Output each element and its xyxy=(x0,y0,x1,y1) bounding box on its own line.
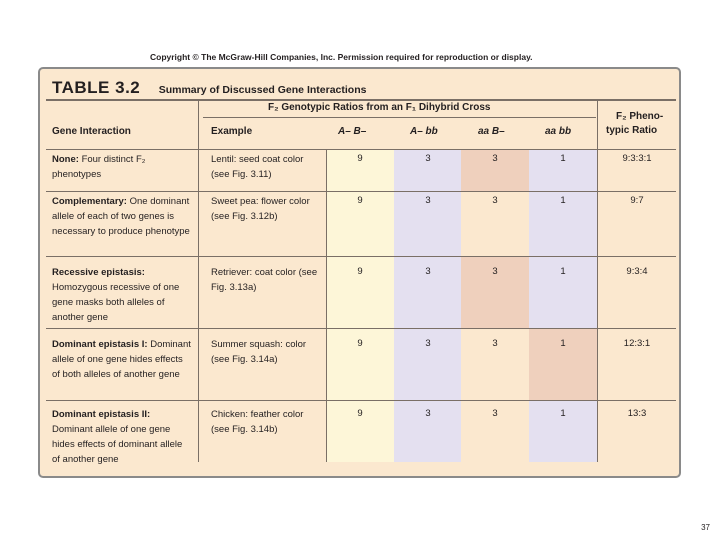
header-abb: A– bb xyxy=(410,126,438,137)
row-3-aabb: 1 xyxy=(560,266,566,277)
row-4-interaction: Dominant epistasis I: Dominant allele of one gene hides effects of both alleles of another gene xyxy=(52,339,191,380)
header-aabb: aa bb xyxy=(545,126,572,137)
copyright-notice: Copyright © The McGraw-Hill Companies, Inc. Permission required for reproduction or display. xyxy=(150,52,533,62)
row-1-ratio: 9:3:3:1 xyxy=(622,153,652,164)
row-3-example: Retriever: coat color (see Fig. 3.13a) xyxy=(211,267,318,293)
row-1-example: Lentil: seed coat color (see Fig. 3.11) xyxy=(211,154,304,180)
table-number: TABLE 3.2 xyxy=(52,78,141,97)
rule-col2 xyxy=(326,150,327,462)
row-5-example: Chicken: feather color (see Fig. 3.14b) xyxy=(211,409,304,435)
table-panel xyxy=(38,67,681,478)
row-2-ab: 9 xyxy=(357,195,363,206)
rule-row4 xyxy=(46,400,676,401)
row-3-ratio: 9:3:4 xyxy=(626,266,648,277)
row-5-ab: 9 xyxy=(357,408,363,419)
row-2-aabb: 1 xyxy=(560,195,566,206)
row-3-aab: 3 xyxy=(492,266,498,277)
row-4-aabb: 1 xyxy=(560,338,566,349)
page-number: 37 xyxy=(701,523,710,532)
row-5-interaction: Dominant epistasis II: Dominant allele of one gene hides effects of dominant allele of another gene xyxy=(52,409,183,465)
row-2-aab: 3 xyxy=(492,195,498,206)
rule-header xyxy=(46,149,676,150)
row-2-ratio: 9:7 xyxy=(630,195,644,206)
row-1-interaction: None: Four distinct F₂ phenotypes xyxy=(52,154,146,180)
rule-top xyxy=(46,99,676,101)
header-example: Example xyxy=(211,126,253,137)
row-5-abb: 3 xyxy=(425,408,431,419)
header-pheno-2: typic Ratio xyxy=(606,125,658,136)
row-1-aab: 3 xyxy=(492,153,498,164)
row-1-abb: 3 xyxy=(425,153,431,164)
table-caption: Summary of Discussed Gene Interactions xyxy=(158,84,367,96)
rule-row3 xyxy=(46,328,676,329)
row-4-example: Summer squash: color (see Fig. 3.14a) xyxy=(211,339,307,365)
header-ab: A– B– xyxy=(338,126,367,137)
row-4-abb: 3 xyxy=(425,338,431,349)
rule-col1 xyxy=(198,99,199,462)
rule-row1 xyxy=(46,191,676,192)
row-3-interaction: Recessive epistasis: Homozygous recessive of one gene masks both alleles of another gene xyxy=(52,267,180,323)
row-4-ab: 9 xyxy=(357,338,363,349)
row-5-ratio: 13:3 xyxy=(627,408,647,419)
row-5-aabb: 1 xyxy=(560,408,566,419)
row-2-abb: 3 xyxy=(425,195,431,206)
col-bg-aabb-1 xyxy=(529,150,597,328)
row-4-ratio: 12:3:1 xyxy=(623,338,651,349)
rule-group xyxy=(203,117,596,118)
table-title xyxy=(52,78,366,98)
header-aab: aa B– xyxy=(478,126,505,137)
row-3-abb: 3 xyxy=(425,266,431,277)
row-3-ab: 9 xyxy=(357,266,363,277)
rule-row2 xyxy=(46,256,676,257)
row-1-ab: 9 xyxy=(357,153,363,164)
row-2-example: Sweet pea: flower color (see Fig. 3.12b) xyxy=(211,196,310,222)
row-2-interaction: Complementary: One dominant allele of each of two genes is necessary to produce phenotype xyxy=(52,196,190,237)
group-header: F₂ Genotypic Ratios from an F₁ Dihybrid Cross xyxy=(268,102,491,113)
header-pheno-1: F₂ Pheno- xyxy=(616,111,664,122)
row-4-aab: 3 xyxy=(492,338,498,349)
row-1-aabb: 1 xyxy=(560,153,566,164)
header-gene-interaction: Gene Interaction xyxy=(52,126,131,137)
row-5-aab: 3 xyxy=(492,408,498,419)
